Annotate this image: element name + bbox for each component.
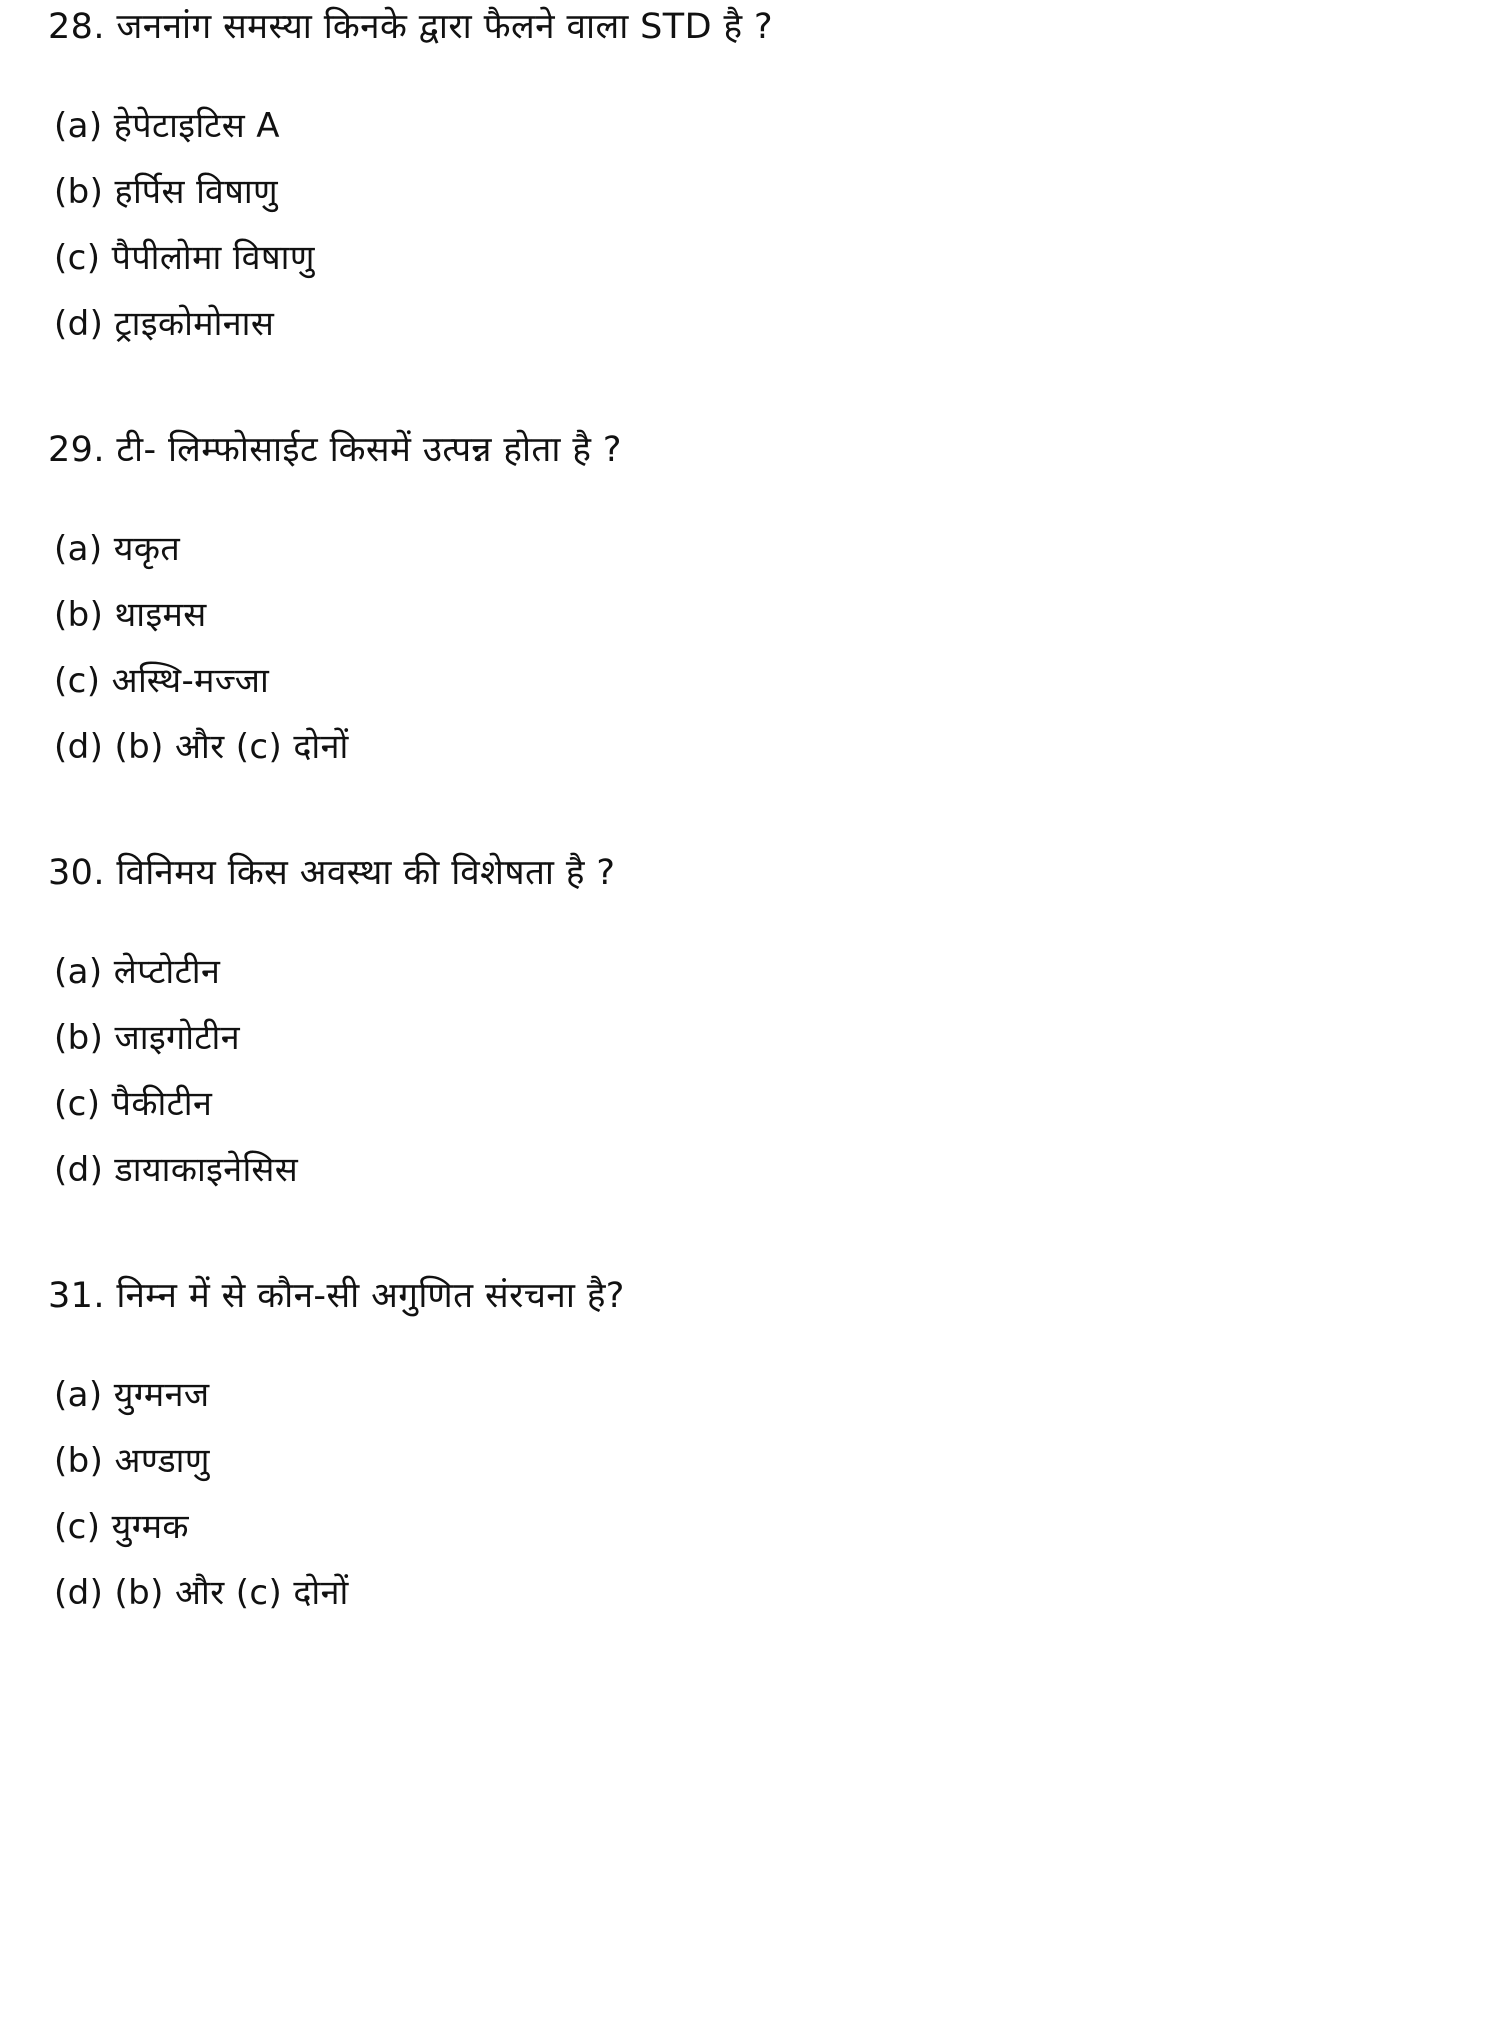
question-text: 30. विनिमय किस अवस्था की विशेषता है ? — [48, 853, 616, 893]
question-block — [48, 853, 1445, 1190]
option-item[interactable]: (a) युग्मनज — [54, 1375, 210, 1415]
option-item[interactable]: (d) ट्राइकोमोनास — [54, 304, 275, 344]
option-list — [48, 1375, 1445, 1613]
option-item[interactable]: (b) थाइमस — [54, 595, 207, 635]
option-item[interactable]: (d) (b) और (c) दोनों — [54, 1573, 349, 1613]
option-item[interactable]: (b) अण्डाणु — [54, 1441, 210, 1481]
option-list — [48, 952, 1445, 1190]
option-item[interactable]: (a) लेप्टोटीन — [54, 952, 221, 992]
option-item[interactable]: (a) हेपेटाइटिस A — [54, 106, 280, 146]
option-list — [48, 106, 1445, 344]
question-block — [48, 430, 1445, 767]
option-item[interactable]: (d) डायाकाइनेसिस — [54, 1150, 299, 1190]
option-list — [48, 529, 1445, 767]
option-item[interactable]: (b) जाइगोटीन — [54, 1018, 241, 1058]
option-item[interactable]: (b) हर्पिस विषाणु — [54, 172, 279, 212]
option-item[interactable]: (c) पैकीटीन — [54, 1084, 213, 1124]
question-text: 31. निम्न में से कौन-सी अगुणित संरचना है? — [48, 1276, 625, 1316]
question-text: 28. जननांग समस्या किनके द्वारा फैलने वाला STD है ? — [48, 7, 773, 47]
option-item[interactable]: (d) (b) और (c) दोनों — [54, 727, 349, 767]
option-item[interactable]: (c) पैपीलोमा विषाणु — [54, 238, 315, 278]
option-item[interactable]: (c) युग्मक — [54, 1507, 189, 1547]
question-block — [48, 7, 1445, 344]
option-item[interactable]: (a) यकृत — [54, 529, 181, 569]
option-item[interactable]: (c) अस्थि-मज्जा — [54, 661, 270, 701]
question-text: 29. टी- लिम्फोसाईट किसमें उत्पन्न होता है ? — [48, 430, 622, 470]
question-block — [48, 1276, 1445, 1613]
